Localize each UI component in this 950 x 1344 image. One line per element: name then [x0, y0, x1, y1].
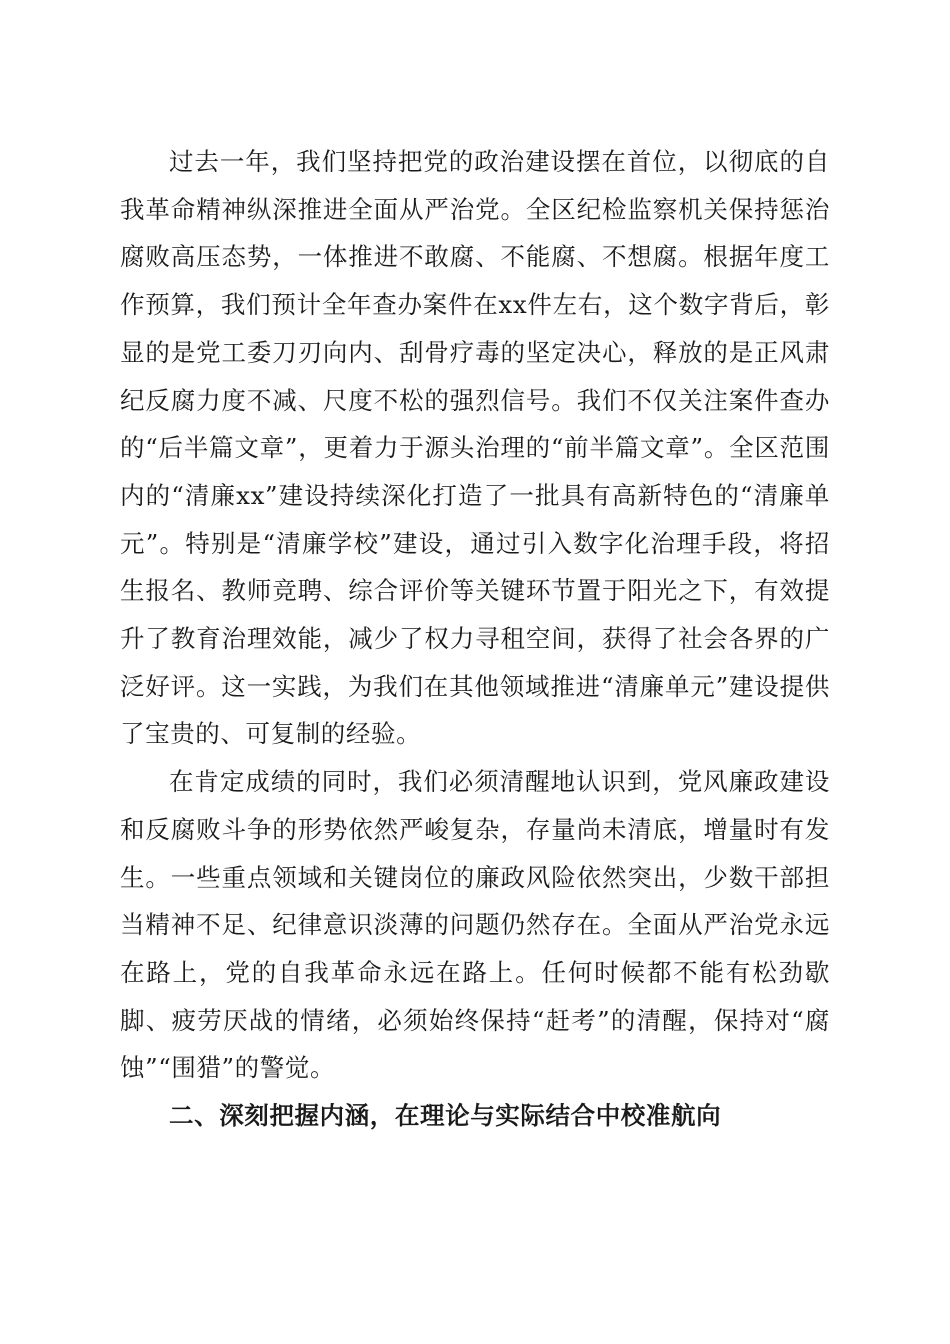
paragraph-challenges: 在肯定成绩的同时，我们必须清醒地认识到，党风廉政建设和反腐败斗争的形势依然严峻复杂，存量尚未清底，增量时有发生。一些重点领域和关键岗位的廉政风险依然突出，少数干部担当精神不足、纪律意识淡薄的问题仍然存在。全面从严治党永远在路上，党的自我革命永远在路上。任何时候都不能有松劲歇脚、疲劳厌战的情绪，必须始终保持“赶考”的清醒，保持对“腐蚀”“围猎”的警觉。: [120, 767, 830, 1083]
document-body: [120, 138, 830, 1140]
section-heading: 二、深刻把握内涵，在理论与实际结合中校准航向: [169, 1101, 722, 1131]
paragraph-achievements: 过去一年，我们坚持把党的政治建设摆在首位，以彻底的自我革命精神纵深推进全面从严治党。全区纪检监察机关保持惩治腐败高压态势，一体推进不敢腐、不能腐、不想腐。根据年度工作预算，我们预计全年查办案件在xx件左右，这个数字背后，彰显的是党工委刀刃向内、刮骨疗毒的坚定决心，释放的是正风肃纪反腐力度不减、尺度不松的强烈信号。我们不仅关注案件查办的“后半篇文章”，更着力于源头治理的“前半篇文章”。全区范围内的“清廉xx”建设持续深化打造了一批具有高新特色的“清廉单元”。特别是“清廉学校”建设，通过引入数字化治理手段，将招生报名、教师竞聘、综合评价等关键环节置于阳光之下，有效提升了教育治理效能，减少了权力寻租空间，获得了社会各界的广泛好评。这一实践，为我们在其他领域推进“清廉单元”建设提供了宝贵的、可复制的经验。: [120, 147, 830, 749]
